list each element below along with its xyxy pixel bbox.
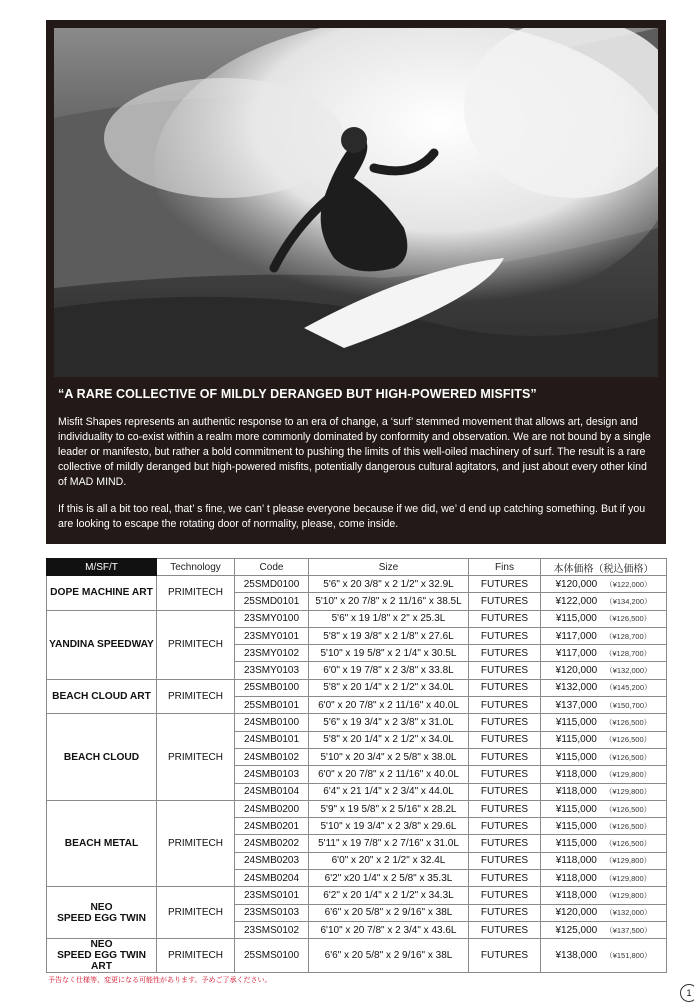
- board-code: 24SMB0101: [235, 731, 309, 748]
- base-price: ¥132,000: [555, 682, 598, 694]
- board-size: 5'6" x 20 3/8" x 2 1/2" x 32.9L: [309, 576, 469, 593]
- tax-included-price: （¥128,700）: [604, 631, 652, 641]
- fin-system: FUTURES: [469, 887, 541, 904]
- board-code: 23SMY0103: [235, 662, 309, 679]
- price-cell: [541, 714, 667, 731]
- technology: PRIMITECH: [157, 576, 235, 611]
- board-code: 24SMB0204: [235, 870, 309, 887]
- disclaimer-note: 予告なく仕様等、変更になる可能性があります。予めご了承ください。: [48, 977, 272, 984]
- table-row: [47, 800, 667, 817]
- base-price: ¥120,000: [555, 907, 598, 919]
- board-code: 25SMD0101: [235, 593, 309, 610]
- fin-system: FUTURES: [469, 783, 541, 800]
- board-size: 5'10" x 19 5/8" x 2 1/4" x 30.5L: [309, 645, 469, 662]
- price-cell: [541, 731, 667, 748]
- board-size: 6'0" x 20 7/8" x 2 11/16" x 40.0L: [309, 697, 469, 714]
- price-cell: [541, 939, 667, 973]
- fin-system: FUTURES: [469, 679, 541, 696]
- price-cell: [541, 576, 667, 593]
- fin-system: FUTURES: [469, 714, 541, 731]
- fin-system: FUTURES: [469, 800, 541, 817]
- model-name: BEACH CLOUD ART: [47, 679, 157, 714]
- price-cell: [541, 766, 667, 783]
- board-code: 24SMB0103: [235, 766, 309, 783]
- board-code: 23SMY0101: [235, 627, 309, 644]
- price-cell: [541, 662, 667, 679]
- header-model: M/SF/T: [47, 559, 157, 576]
- table-row: [47, 610, 667, 627]
- model-name: YANDINA SPEEDWAY: [47, 610, 157, 679]
- fin-system: FUTURES: [469, 627, 541, 644]
- tax-included-price: （¥126,500）: [604, 718, 652, 728]
- price-cell: [541, 748, 667, 765]
- price-cell: [541, 593, 667, 610]
- board-code: 23SMS0103: [235, 904, 309, 921]
- tax-included-price: （¥132,000）: [605, 666, 652, 676]
- fin-system: FUTURES: [469, 921, 541, 938]
- base-price: ¥115,000: [555, 803, 597, 815]
- board-size: 5'11" x 19 7/8" x 2 7/16" x 31.0L: [309, 835, 469, 852]
- base-price: ¥125,000: [555, 924, 598, 936]
- fin-system: FUTURES: [469, 748, 541, 765]
- base-price: ¥118,000: [555, 786, 597, 798]
- technology: PRIMITECH: [157, 714, 235, 800]
- base-price: ¥115,000: [555, 734, 597, 746]
- board-size: 6'0" x 20" x 2 1/2" x 32.4L: [309, 852, 469, 869]
- tax-included-price: （¥129,800）: [604, 787, 652, 797]
- header-price: 本体価格（税込価格）: [541, 559, 667, 576]
- fin-system: FUTURES: [469, 870, 541, 887]
- table-row: [47, 939, 667, 973]
- board-size: 6'10" x 20 7/8" x 2 3/4" x 43.6L: [309, 921, 469, 938]
- tax-included-price: （¥150,700）: [605, 700, 652, 710]
- fin-system: FUTURES: [469, 818, 541, 835]
- board-size: 5'6" x 19 1/8" x 2" x 25.3L: [309, 610, 469, 627]
- board-code: 23SMY0102: [235, 645, 309, 662]
- base-price: ¥117,000: [555, 630, 597, 642]
- technology: PRIMITECH: [157, 800, 235, 886]
- base-price: ¥115,000: [555, 820, 597, 832]
- model-name: DOPE MACHINE ART: [47, 576, 157, 611]
- price-cell: [541, 904, 667, 921]
- fin-system: FUTURES: [469, 852, 541, 869]
- tax-included-price: （¥137,500）: [605, 925, 652, 935]
- header-fins: Fins: [469, 559, 541, 576]
- closing-paragraph: If this is all a bit too real, that’ s fine, we can’ t please everyone because if we did, we’ d end up catching something. But if you are looking to escape the rotating door of normality, please, come inside.: [58, 503, 646, 530]
- base-price: ¥120,000: [555, 665, 598, 677]
- board-code: 25SMS0100: [235, 939, 309, 973]
- board-size: 6'2" x20 1/4" x 2 5/8" x 35.3L: [309, 870, 469, 887]
- board-size: 5'10" x 20 3/4" x 2 5/8" x 38.0L: [309, 748, 469, 765]
- board-size: 5'8" x 19 3/8" x 2 1/8" x 27.6L: [309, 627, 469, 644]
- table-row: [47, 887, 667, 904]
- base-price: ¥118,000: [555, 855, 597, 867]
- price-cell: [541, 835, 667, 852]
- table-row: [47, 576, 667, 593]
- base-price: ¥118,000: [555, 768, 597, 780]
- fin-system: FUTURES: [469, 697, 541, 714]
- tax-included-price: （¥129,800）: [604, 856, 652, 866]
- tax-included-price: （¥126,500）: [604, 735, 652, 745]
- model-name: NEO SPEED EGG TWIN: [47, 887, 157, 939]
- board-size: 6'2" x 20 1/4" x 2 1/2" x 34.3L: [309, 887, 469, 904]
- tax-included-price: （¥126,500）: [604, 839, 652, 849]
- board-size: 6'0" x 20 7/8" x 2 11/16" x 40.0L: [309, 766, 469, 783]
- board-size: 6'6" x 20 5/8" x 2 9/16" x 38L: [309, 939, 469, 973]
- board-code: 24SMB0200: [235, 800, 309, 817]
- board-size: 5'8" x 20 1/4" x 2 1/2" x 34.0L: [309, 679, 469, 696]
- price-cell: [541, 645, 667, 662]
- base-price: ¥115,000: [555, 717, 597, 729]
- base-price: ¥118,000: [555, 889, 597, 901]
- base-price: ¥118,000: [555, 872, 597, 884]
- intro-paragraph: Misfit Shapes represents an authentic response to an era of change, a ‘surf’ stemmed movement that allows art, design and individuality to co-exist within a realm more commonly dominated by conformity and observation. We are not bound by a single leader or manifesto, but rather a bold commitment to pushing the limits of this well-oiled machinery of surf. The result is a rare collective of mildly deranged but high-powered misfits, potentially dangerous cultural agitators, and just about every other kind of MAD MIND.: [58, 416, 651, 488]
- board-code: 24SMB0202: [235, 835, 309, 852]
- price-cell: [541, 783, 667, 800]
- model-name: BEACH CLOUD: [47, 714, 157, 800]
- model-name: NEO SPEED EGG TWIN ART: [47, 939, 157, 973]
- spec-table-body: [47, 576, 667, 973]
- price-cell: [541, 697, 667, 714]
- header-technology: Technology: [157, 559, 235, 576]
- base-price: ¥138,000: [555, 950, 598, 962]
- board-code: 25SMB0101: [235, 697, 309, 714]
- base-price: ¥120,000: [555, 578, 598, 590]
- fin-system: FUTURES: [469, 835, 541, 852]
- board-size: 6'0" x 19 7/8" x 2 3/8" x 33.8L: [309, 662, 469, 679]
- fin-system: FUTURES: [469, 593, 541, 610]
- technology: PRIMITECH: [157, 610, 235, 679]
- technology: PRIMITECH: [157, 939, 235, 973]
- tax-included-price: （¥129,800）: [604, 873, 652, 883]
- fin-system: FUTURES: [469, 610, 541, 627]
- price-cell: [541, 679, 667, 696]
- spec-table: [46, 558, 667, 973]
- tax-included-price: （¥129,800）: [604, 890, 652, 900]
- board-code: 24SMB0201: [235, 818, 309, 835]
- base-price: ¥115,000: [555, 751, 597, 763]
- board-code: 23SMS0102: [235, 921, 309, 938]
- board-code: 25SMD0100: [235, 576, 309, 593]
- surfer-photo-illustration: [54, 28, 658, 377]
- technology: PRIMITECH: [157, 679, 235, 714]
- price-cell: [541, 610, 667, 627]
- board-code: 23SMS0101: [235, 887, 309, 904]
- tax-included-price: （¥129,800）: [604, 769, 652, 779]
- board-size: 5'10" x 19 3/4" x 2 3/8" x 29.6L: [309, 818, 469, 835]
- fin-system: FUTURES: [469, 731, 541, 748]
- price-cell: [541, 800, 667, 817]
- board-code: 24SMB0100: [235, 714, 309, 731]
- headline: “A RARE COLLECTIVE OF MILDLY DERANGED BUT HIGH-POWERED MISFITS”: [58, 387, 537, 401]
- page-number: 1: [680, 984, 694, 1002]
- tax-included-price: （¥122,000）: [605, 579, 652, 589]
- price-cell: [541, 852, 667, 869]
- surfer-photo: [54, 28, 658, 377]
- tax-included-price: （¥126,500）: [604, 614, 652, 624]
- board-size: 6'6" x 20 5/8" x 2 9/16" x 38L: [309, 904, 469, 921]
- table-row: [47, 679, 667, 696]
- base-price: ¥115,000: [555, 613, 597, 625]
- price-cell: [541, 627, 667, 644]
- tax-included-price: （¥134,200）: [605, 596, 652, 606]
- tax-included-price: （¥132,000）: [605, 908, 652, 918]
- board-size: 5'6" x 19 3/4" x 2 3/8" x 31.0L: [309, 714, 469, 731]
- fin-system: FUTURES: [469, 662, 541, 679]
- fin-system: FUTURES: [469, 576, 541, 593]
- tax-included-price: （¥151,800）: [605, 951, 652, 961]
- tax-included-price: （¥126,500）: [604, 804, 652, 814]
- board-code: 24SMB0203: [235, 852, 309, 869]
- fin-system: FUTURES: [469, 645, 541, 662]
- base-price: ¥122,000: [555, 595, 598, 607]
- tax-included-price: （¥128,700）: [604, 648, 652, 658]
- board-code: 23SMY0100: [235, 610, 309, 627]
- price-cell: [541, 818, 667, 835]
- table-header-row: [47, 559, 667, 576]
- board-size: 6'4" x 21 1/4" x 2 3/4" x 44.0L: [309, 783, 469, 800]
- base-price: ¥137,000: [555, 699, 598, 711]
- fin-system: FUTURES: [469, 904, 541, 921]
- price-cell: [541, 921, 667, 938]
- fin-system: FUTURES: [469, 939, 541, 973]
- board-code: 24SMB0102: [235, 748, 309, 765]
- header-code: Code: [235, 559, 309, 576]
- price-cell: [541, 870, 667, 887]
- hero-panel: [46, 20, 666, 544]
- technology: PRIMITECH: [157, 887, 235, 939]
- price-cell: [541, 887, 667, 904]
- fin-system: FUTURES: [469, 766, 541, 783]
- board-size: 5'9" x 19 5/8" x 2 5/16" x 28.2L: [309, 800, 469, 817]
- tax-included-price: （¥126,500）: [604, 752, 652, 762]
- board-size: 5'10" x 20 7/8" x 2 11/16" x 38.5L: [309, 593, 469, 610]
- table-row: [47, 714, 667, 731]
- tax-included-price: （¥145,200）: [605, 683, 652, 693]
- base-price: ¥115,000: [555, 838, 597, 850]
- board-size: 5'8" x 20 1/4" x 2 1/2" x 34.0L: [309, 731, 469, 748]
- board-code: 25SMB0100: [235, 679, 309, 696]
- header-size: Size: [309, 559, 469, 576]
- board-code: 24SMB0104: [235, 783, 309, 800]
- model-name: BEACH METAL: [47, 800, 157, 886]
- base-price: ¥117,000: [555, 647, 597, 659]
- tax-included-price: （¥126,500）: [604, 821, 652, 831]
